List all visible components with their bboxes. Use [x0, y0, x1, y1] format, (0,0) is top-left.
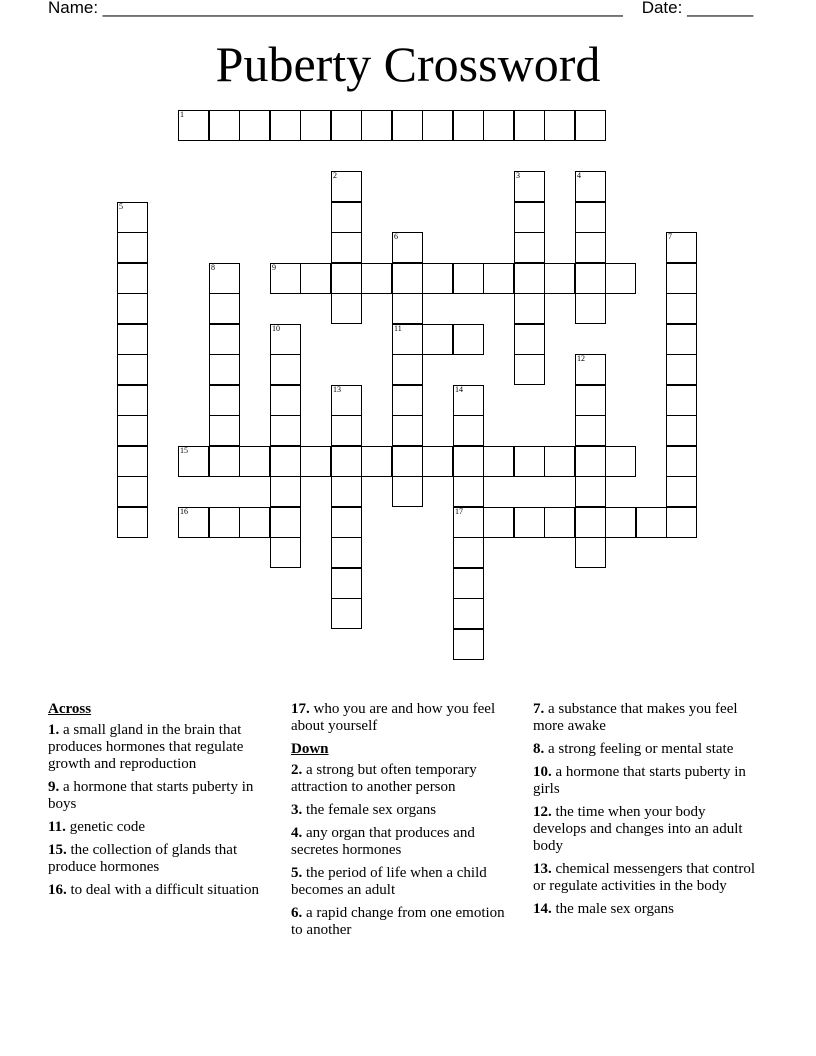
crossword-cell[interactable]	[117, 507, 148, 538]
crossword-cell[interactable]	[514, 232, 545, 263]
crossword-cell[interactable]	[331, 507, 362, 538]
crossword-cell[interactable]	[270, 415, 301, 446]
crossword-cell[interactable]	[392, 415, 423, 446]
crossword-cell[interactable]	[544, 263, 575, 294]
crossword-cell[interactable]	[575, 263, 606, 294]
crossword-cell[interactable]	[666, 415, 697, 446]
crossword-cell[interactable]	[514, 263, 545, 294]
crossword-cell[interactable]	[544, 446, 575, 477]
clue-across-17: 17. who you are and how you feel about yourself	[291, 701, 496, 734]
cell-number: 16	[180, 507, 188, 516]
crossword-cell[interactable]	[666, 354, 697, 385]
crossword-cell[interactable]	[483, 263, 514, 294]
crossword-cell[interactable]	[575, 537, 606, 568]
crossword-cell[interactable]	[239, 446, 270, 477]
crossword-cell[interactable]	[331, 202, 362, 233]
crossword-cell[interactable]	[453, 263, 484, 294]
crossword-cell[interactable]	[331, 598, 362, 629]
crossword-cell[interactable]	[575, 202, 606, 233]
crossword-cell[interactable]	[331, 293, 362, 324]
crossword-cell[interactable]	[300, 446, 331, 477]
clue-down-5: 5. the period of life when a child becomes an adult	[291, 865, 487, 898]
crossword-cell[interactable]	[453, 537, 484, 568]
clue-down-14: 14. the male sex organs	[533, 901, 674, 917]
crossword-cell[interactable]	[544, 507, 575, 538]
crossword-cell[interactable]	[331, 263, 362, 294]
crossword-cell[interactable]	[575, 385, 606, 416]
crossword-cell[interactable]	[331, 171, 362, 202]
cell-number: 5	[119, 202, 123, 211]
crossword-cell[interactable]	[117, 202, 148, 233]
crossword-cell[interactable]	[514, 354, 545, 385]
crossword-cell[interactable]	[666, 446, 697, 477]
cell-number: 17	[455, 507, 463, 516]
crossword-cell[interactable]	[117, 232, 148, 263]
across-heading: Across	[48, 701, 92, 717]
crossword-cell[interactable]	[239, 507, 270, 538]
cell-number: 14	[455, 385, 463, 394]
clue-column-2	[291, 701, 513, 945]
crossword-cell[interactable]	[422, 110, 453, 141]
crossword-cell[interactable]	[575, 354, 606, 385]
clue-across-9: 9. a hormone that starts puberty in boys	[48, 779, 254, 812]
clue-down-10: 10. a hormone that starts puberty in girls	[533, 764, 746, 797]
crossword-cell[interactable]	[331, 568, 362, 599]
crossword-cell[interactable]	[331, 415, 362, 446]
cell-number: 10	[272, 324, 280, 333]
crossword-cell[interactable]	[361, 446, 392, 477]
crossword-cell[interactable]	[117, 415, 148, 446]
crossword-cell[interactable]	[239, 110, 270, 141]
crossword-cell[interactable]	[331, 446, 362, 477]
crossword-cell[interactable]	[117, 324, 148, 355]
crossword-cell[interactable]	[666, 385, 697, 416]
date-label: Date:	[627, 0, 683, 17]
clue-down-3: 3. the female sex organs	[291, 802, 437, 818]
crossword-cell[interactable]	[575, 415, 606, 446]
crossword-cell[interactable]	[422, 446, 453, 477]
crossword-cell[interactable]	[209, 293, 240, 324]
clue-down-8: 8. a strong feeling or mental state	[533, 741, 734, 757]
crossword-cell[interactable]	[178, 446, 209, 477]
crossword-cell[interactable]	[209, 385, 240, 416]
crossword-cell[interactable]	[453, 568, 484, 599]
crossword-cell[interactable]	[270, 354, 301, 385]
crossword-cell[interactable]	[331, 385, 362, 416]
crossword-cell[interactable]	[575, 293, 606, 324]
crossword-cell[interactable]	[178, 110, 209, 141]
crossword-cell[interactable]	[117, 354, 148, 385]
crossword-cell[interactable]	[209, 507, 240, 538]
date-line[interactable]: _______	[682, 0, 754, 17]
crossword-cell[interactable]	[483, 446, 514, 477]
crossword-cell[interactable]	[575, 232, 606, 263]
cell-number: 2	[333, 171, 337, 180]
crossword-cell[interactable]	[514, 507, 545, 538]
page-title: Puberty Crossword	[215, 36, 601, 92]
crossword-cell[interactable]	[209, 263, 240, 294]
crossword-cell[interactable]	[666, 263, 697, 294]
clue-column-1	[48, 701, 284, 905]
clue-down-7: 7. a substance that makes you feel more awake	[533, 701, 738, 734]
cell-number: 3	[516, 171, 520, 180]
crossword-cell[interactable]	[209, 354, 240, 385]
crossword-cell[interactable]	[331, 537, 362, 568]
crossword-cell[interactable]	[392, 232, 423, 263]
name-label: Name:	[48, 0, 99, 17]
crossword-cell[interactable]	[117, 263, 148, 294]
crossword-cell[interactable]	[270, 110, 301, 141]
cell-number: 4	[577, 171, 581, 180]
clue-down-4: 4. any organ that produces and secretes hormones	[291, 825, 475, 858]
crossword-cell[interactable]	[575, 110, 606, 141]
crossword-cell[interactable]	[270, 446, 301, 477]
crossword-cell[interactable]	[605, 446, 636, 477]
crossword-cell[interactable]	[605, 507, 636, 538]
crossword-cell[interactable]	[270, 476, 301, 507]
crossword-cell[interactable]	[331, 110, 362, 141]
crossword-cell[interactable]	[575, 446, 606, 477]
crossword-cell[interactable]	[453, 110, 484, 141]
crossword-cell[interactable]	[331, 232, 362, 263]
cell-number: 7	[668, 232, 672, 241]
crossword-cell[interactable]	[666, 293, 697, 324]
crossword-cell[interactable]	[666, 232, 697, 263]
crossword-cell[interactable]	[422, 324, 453, 355]
crossword-cell[interactable]	[514, 171, 545, 202]
crossword-cell[interactable]	[453, 507, 484, 538]
cell-number: 11	[394, 324, 402, 333]
crossword-cell[interactable]	[514, 324, 545, 355]
crossword-cell[interactable]	[392, 446, 423, 477]
cell-number: 9	[272, 263, 276, 272]
crossword-cell[interactable]	[575, 507, 606, 538]
crossword-cell[interactable]	[270, 537, 301, 568]
crossword-cell[interactable]	[514, 446, 545, 477]
crossword-cell[interactable]	[605, 263, 636, 294]
crossword-cell[interactable]	[270, 263, 301, 294]
crossword-cell[interactable]	[209, 324, 240, 355]
clue-down-13: 13. chemical messengers that control or regulate activities in the body	[533, 861, 756, 894]
crossword-cell[interactable]	[392, 324, 423, 355]
clue-column-3	[533, 701, 755, 924]
cell-number: 15	[180, 446, 188, 455]
crossword-cell[interactable]	[361, 263, 392, 294]
clue-down-6: 6. a rapid change from one emotion to another	[291, 905, 505, 938]
crossword-cell[interactable]	[514, 202, 545, 233]
crossword-cell[interactable]	[270, 507, 301, 538]
clue-across-15: 15. the collection of glands that produce hormones	[48, 842, 238, 875]
crossword-cell[interactable]	[392, 110, 423, 141]
crossword-cell[interactable]	[270, 324, 301, 355]
crossword-cell[interactable]	[392, 476, 423, 507]
crossword-cell[interactable]	[666, 476, 697, 507]
crossword-cell[interactable]	[453, 385, 484, 416]
crossword-cell[interactable]	[575, 476, 606, 507]
crossword-cell[interactable]	[453, 446, 484, 477]
crossword-cell[interactable]	[117, 385, 148, 416]
crossword-cell[interactable]	[392, 263, 423, 294]
crossword-cell[interactable]	[636, 507, 667, 538]
crossword-cell[interactable]	[666, 507, 697, 538]
down-heading: Down	[291, 741, 329, 757]
cell-number: 12	[577, 354, 585, 363]
crossword-cell[interactable]	[453, 324, 484, 355]
crossword-cell[interactable]	[209, 110, 240, 141]
crossword-cell[interactable]	[392, 293, 423, 324]
crossword-cell[interactable]	[483, 110, 514, 141]
cell-number: 13	[333, 385, 341, 394]
crossword-cell[interactable]	[483, 507, 514, 538]
crossword-cell[interactable]	[300, 110, 331, 141]
clue-across-11: 11. genetic code	[48, 819, 146, 835]
crossword-cell[interactable]	[117, 446, 148, 477]
clue-down-12: 12. the time when your body develops and changes into an adult body	[533, 804, 743, 854]
clue-down-2: 2. a strong but often temporary attraction to another person	[291, 762, 477, 795]
cell-number: 6	[394, 232, 398, 241]
crossword-cell[interactable]	[117, 293, 148, 324]
crossword-cell[interactable]	[453, 629, 484, 660]
name-line[interactable]: _______________________________________________________	[98, 0, 628, 17]
cell-number: 1	[180, 110, 184, 119]
crossword-cell[interactable]	[514, 110, 545, 141]
crossword-cell[interactable]	[453, 476, 484, 507]
crossword-cell[interactable]	[453, 415, 484, 446]
crossword-cell[interactable]	[361, 110, 392, 141]
crossword-cell[interactable]	[453, 598, 484, 629]
crossword-cell[interactable]	[331, 476, 362, 507]
crossword-cell[interactable]	[514, 293, 545, 324]
crossword-cell[interactable]	[666, 324, 697, 355]
crossword-cell[interactable]	[392, 385, 423, 416]
crossword-cell[interactable]	[392, 354, 423, 385]
clue-across-1: 1. a small gland in the brain that produces hormones that regulate growth and reproduction	[48, 722, 244, 772]
crossword-cell[interactable]	[270, 385, 301, 416]
clue-across-16: 16. to deal with a difficult situation	[48, 882, 259, 898]
crossword-cell[interactable]	[209, 446, 240, 477]
cell-number: 8	[211, 263, 215, 272]
crossword-cell[interactable]	[300, 263, 331, 294]
crossword-cell[interactable]	[117, 476, 148, 507]
crossword-cell[interactable]	[544, 110, 575, 141]
crossword-cell[interactable]	[178, 507, 209, 538]
crossword-cell[interactable]	[422, 263, 453, 294]
crossword-cell[interactable]	[209, 415, 240, 446]
crossword-cell[interactable]	[575, 171, 606, 202]
